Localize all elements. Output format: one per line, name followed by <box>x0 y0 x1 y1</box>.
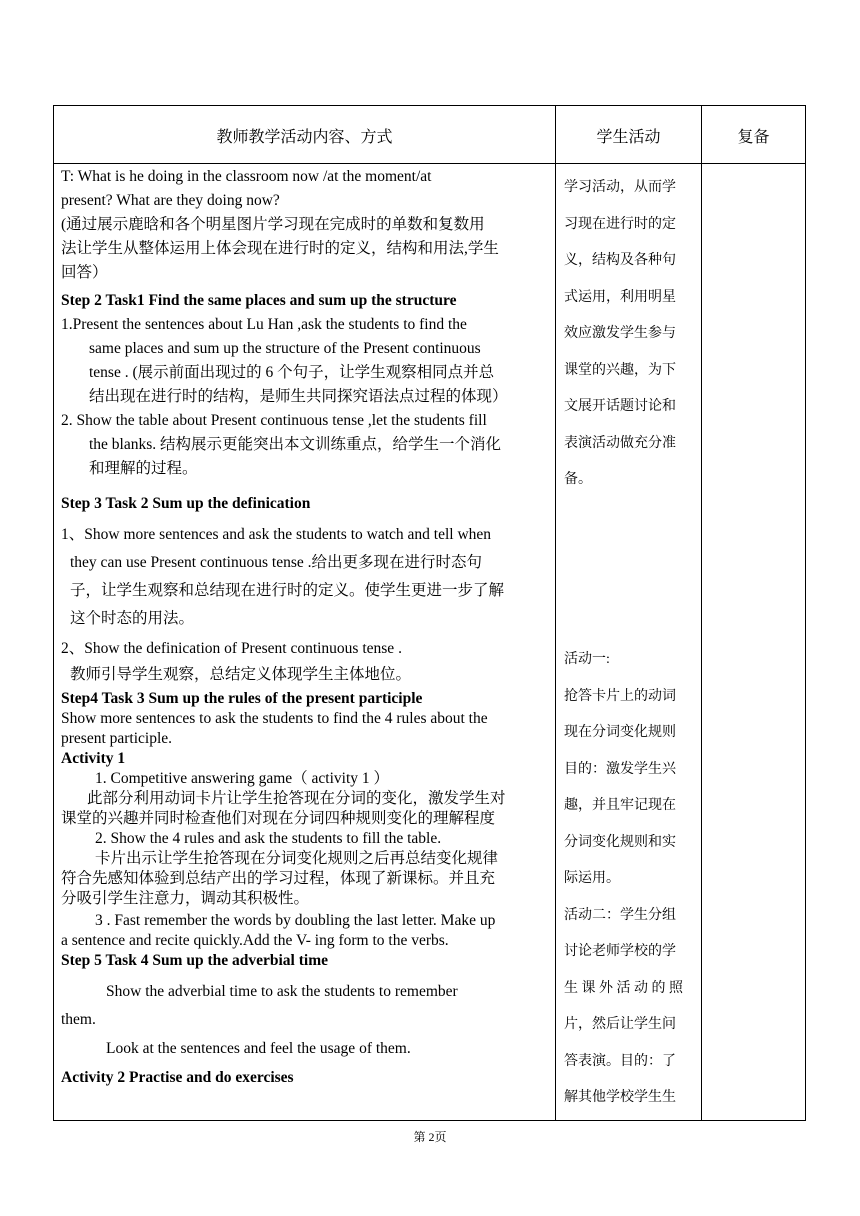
text-line: Show more sentences to ask the students to find the 4 rules about the <box>61 710 488 727</box>
text-line: 子，让学生观察和总结现在进行时的定义。使学生更进一步了解 <box>70 582 505 599</box>
text-line: the blanks. 结构展示更能突出本文训练重点，给学生一个消化 <box>89 436 502 453</box>
text-line: 3 . Fast remember the words by doubling the last letter. Make up <box>95 912 496 929</box>
activity-heading: Activity 1 <box>61 750 126 767</box>
page-number: 第 2页 <box>413 1130 447 1144</box>
text-line: present participle. <box>61 730 173 747</box>
text-line: 分吸引学生注意力，调动其积极性。 <box>61 890 310 907</box>
text-line: 教师引导学生观察，总结定义体现学生主体地位。 <box>70 666 412 683</box>
step-heading: Step 5 Task 4 Sum up the adverbial time <box>61 952 328 969</box>
step-heading: Step 3 Task 2 Sum up the definication <box>61 495 311 512</box>
text-line: 2. Show the 4 rules and ask the students to fill the table. <box>95 830 442 847</box>
text-line: 备。 <box>564 472 592 487</box>
step-heading: Step 2 Task1 Find the same places and sum up the structure <box>61 292 457 309</box>
text-line: 此部分利用动词卡片让学生抢答现在分词的变化，激发学生对 <box>87 790 506 807</box>
text-line: 片，然后让学生问 <box>564 1017 676 1032</box>
text-line: 活动二：学生分组 <box>564 907 676 923</box>
text-line: 1、Show more sentences and ask the students to watch and tell when <box>61 526 492 543</box>
text-line: 2、Show the definication of Present continuous tense . <box>61 640 402 657</box>
text-line: 卡片出示让学生抢答现在分词变化规则之后再总结变化规律 <box>95 850 499 867</box>
text-line: 表演活动做充分准 <box>564 435 676 451</box>
text-line: 1. Competitive answering game（ activity 1 ） <box>95 770 390 787</box>
text-line: (通过展示鹿晗和各个明星图片学习现在完成时的单数和复数用 <box>61 216 485 233</box>
text-line: 结出现在进行时的结构，是师生共同探究语法点过程的体现） <box>89 388 508 405</box>
student-activity-bottom <box>564 642 696 1117</box>
text-line: 回答） <box>61 264 108 281</box>
text-line: 分词变化规则和实 <box>564 834 676 850</box>
text-line: 学习活动，从而学 <box>564 180 676 195</box>
activity-heading: Activity 2 Practise and do exercises <box>61 1069 294 1086</box>
text-line: 生课外活动的照 <box>564 980 687 996</box>
text-line: 符合先感知体验到总结产出的学习过程，体现了新课标。并且充 <box>61 870 496 887</box>
text-line: 习现在进行时的定 <box>564 216 676 232</box>
text-line: they can use Present continuous tense .给出更多现在进行时态句 <box>70 554 482 571</box>
text-line: present? What are they doing now? <box>61 192 280 209</box>
text-line: tense . (展示前面出现过的 6 个句子，让学生观察相同点并总 <box>89 364 495 381</box>
teacher-activity-content <box>61 165 550 1092</box>
text-line: 式运用，利用明星 <box>564 289 676 305</box>
text-line: 义，结构及各种句 <box>564 253 676 268</box>
text-line: 效应激发学生参与 <box>564 326 676 341</box>
text-line: 答表演。目的：了 <box>564 1053 676 1069</box>
text-line: 现在分词变化规则 <box>564 725 676 740</box>
text-line: 际运用。 <box>564 871 620 886</box>
text-line: 这个时态的用法。 <box>70 610 195 627</box>
text-line: them. <box>61 1011 96 1028</box>
text-line: Look at the sentences and feel the usage of them. <box>106 1040 411 1057</box>
text-line: 讨论老师学校的学 <box>564 944 676 959</box>
text-line: 活动一: <box>564 652 610 667</box>
text-line: 解其他学校学生生 <box>564 1090 676 1105</box>
text-line: 课堂的兴趣并同时检查他们对现在分词四种规则变化的理解程度 <box>61 810 496 827</box>
text-line: 文展开话题讨论和 <box>564 399 676 414</box>
header-review: 复备 <box>737 128 770 146</box>
text-line: 1.Present the sentences about Lu Han ,ask the students to find the <box>61 316 467 333</box>
text-line: 目的：激发学生兴 <box>564 761 676 777</box>
text-line: 课堂的兴趣，为下 <box>564 362 676 378</box>
text-line: 2. Show the table about Present continuous tense ,let the students fill <box>61 412 487 429</box>
text-line: T: What is he doing in the classroom now /at the moment/at <box>61 168 432 185</box>
step-heading: Step4 Task 3 Sum up the rules of the present participle <box>61 690 423 707</box>
text-line: 抢答卡片上的动词 <box>564 688 676 704</box>
column-divider <box>701 106 702 1120</box>
text-line: 和理解的过程。 <box>89 460 198 477</box>
header-student-activities: 学生活动 <box>596 128 661 146</box>
header-teacher-activities: 教师教学活动内容、方式 <box>216 128 393 146</box>
text-line: 趣，并且牢记现在 <box>564 798 676 813</box>
column-divider <box>555 106 556 1120</box>
text-line: Show the adverbial time to ask the students to remember <box>106 983 458 1000</box>
text-line: 法让学生从整体运用上体会现在进行时的定义，结构和用法,学生 <box>61 240 499 257</box>
text-line: a sentence and recite quickly.Add the V- ing form to the verbs. <box>61 932 449 949</box>
text-line: same places and sum up the structure of the Present continuous <box>89 340 481 357</box>
student-activity-top <box>564 170 696 499</box>
lesson-table <box>53 105 806 1121</box>
